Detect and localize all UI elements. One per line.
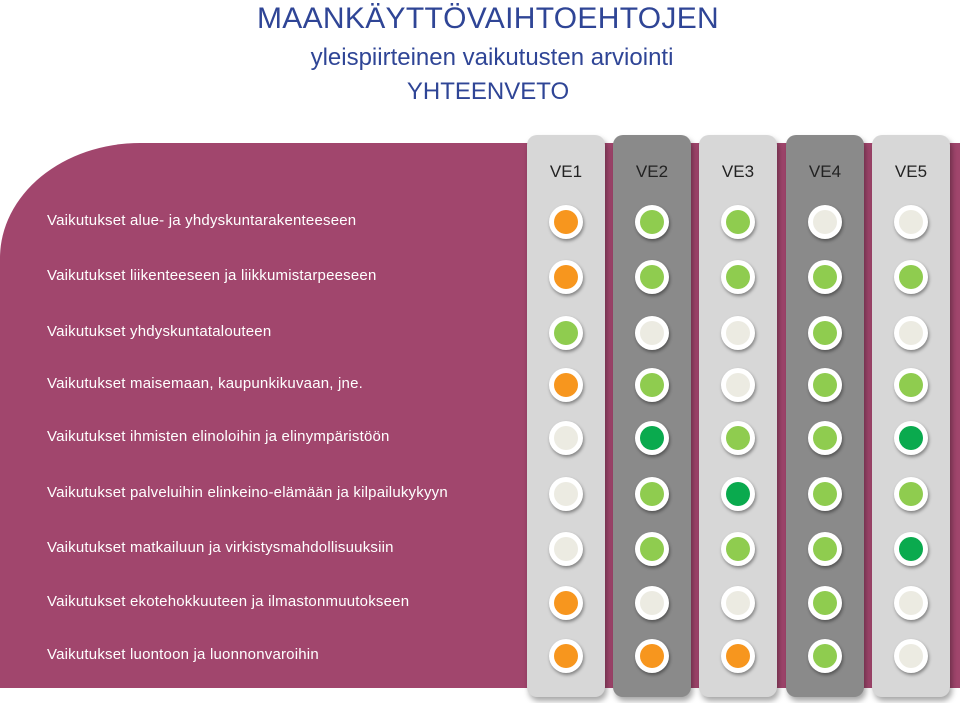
impact-row-label: Vaikutukset palveluihin elinkeino-elämään ja kilpailukykyyn (47, 484, 448, 501)
summary-heading: YHTEENVETO (406, 78, 570, 105)
rating-dot-light-green (635, 260, 669, 294)
rating-dot-light-green (894, 368, 928, 402)
rating-dot-light-green (635, 532, 669, 566)
rating-dot-neutral (721, 586, 755, 620)
rating-dot-neutral (894, 586, 928, 620)
impact-row-label: Vaikutukset luontoon ja luonnonvaroihin (47, 646, 319, 663)
rating-dot-light-green (549, 316, 583, 350)
rating-dot-light-green (894, 260, 928, 294)
rating-dot-light-green (721, 421, 755, 455)
rating-dot-light-green (808, 368, 842, 402)
rating-dot-light-green (721, 205, 755, 239)
column-header: VE4 (808, 162, 842, 181)
rating-dot-light-green (808, 260, 842, 294)
column-header: VE1 (549, 162, 583, 181)
rating-dot-neutral (894, 316, 928, 350)
column-header: VE3 (721, 162, 755, 181)
impact-row-label: Vaikutukset ihmisten elinoloihin ja elinympäristöön (47, 428, 390, 445)
page-title: MAANKÄYTTÖVAIHTOEHTOJEN (257, 2, 719, 35)
rating-dot-neutral (808, 205, 842, 239)
impact-row-label: Vaikutukset yhdyskuntatalouteen (47, 323, 272, 340)
impact-row-label: Vaikutukset maisemaan, kaupunkikuvaan, jne. (47, 375, 363, 392)
impact-row-label: Vaikutukset liikenteeseen ja liikkumistarpeeseen (47, 267, 377, 284)
rating-dot-light-green (808, 532, 842, 566)
rating-dot-light-green (808, 639, 842, 673)
rating-dot-dark-green (894, 532, 928, 566)
column-header: VE2 (635, 162, 669, 181)
rating-dot-orange (549, 368, 583, 402)
rating-dot-light-green (894, 477, 928, 511)
page-subtitle: yleispiirteinen vaikutusten arviointi (310, 44, 674, 71)
rating-dot-dark-green (635, 421, 669, 455)
rating-dot-light-green (808, 421, 842, 455)
rating-dot-light-green (808, 586, 842, 620)
rating-dot-dark-green (894, 421, 928, 455)
column-header: VE5 (894, 162, 928, 181)
rating-dot-orange (721, 639, 755, 673)
rating-dot-neutral (549, 421, 583, 455)
rating-dot-orange (635, 639, 669, 673)
rating-dot-dark-green (721, 477, 755, 511)
rating-dot-neutral (894, 639, 928, 673)
rating-dot-neutral (635, 316, 669, 350)
rating-dot-light-green (808, 477, 842, 511)
rating-dot-light-green (808, 316, 842, 350)
rating-dot-neutral (721, 368, 755, 402)
rating-dot-orange (549, 260, 583, 294)
impact-row-label: Vaikutukset alue- ja yhdyskuntarakenteeseen (47, 212, 357, 229)
rating-dot-orange (549, 639, 583, 673)
rating-dot-light-green (721, 260, 755, 294)
rating-dot-neutral (894, 205, 928, 239)
rating-dot-light-green (635, 477, 669, 511)
impact-row-label: Vaikutukset matkailuun ja virkistysmahdollisuuksiin (47, 539, 394, 556)
impact-row-label: Vaikutukset ekotehokkuuteen ja ilmastonmuutokseen (47, 593, 410, 610)
rating-dot-orange (549, 205, 583, 239)
rating-dot-neutral (635, 586, 669, 620)
rating-dot-neutral (549, 532, 583, 566)
rating-dot-orange (549, 586, 583, 620)
rating-dot-light-green (635, 368, 669, 402)
rating-dot-neutral (549, 477, 583, 511)
rating-dot-light-green (635, 205, 669, 239)
rating-dot-light-green (721, 532, 755, 566)
rating-dot-neutral (721, 316, 755, 350)
